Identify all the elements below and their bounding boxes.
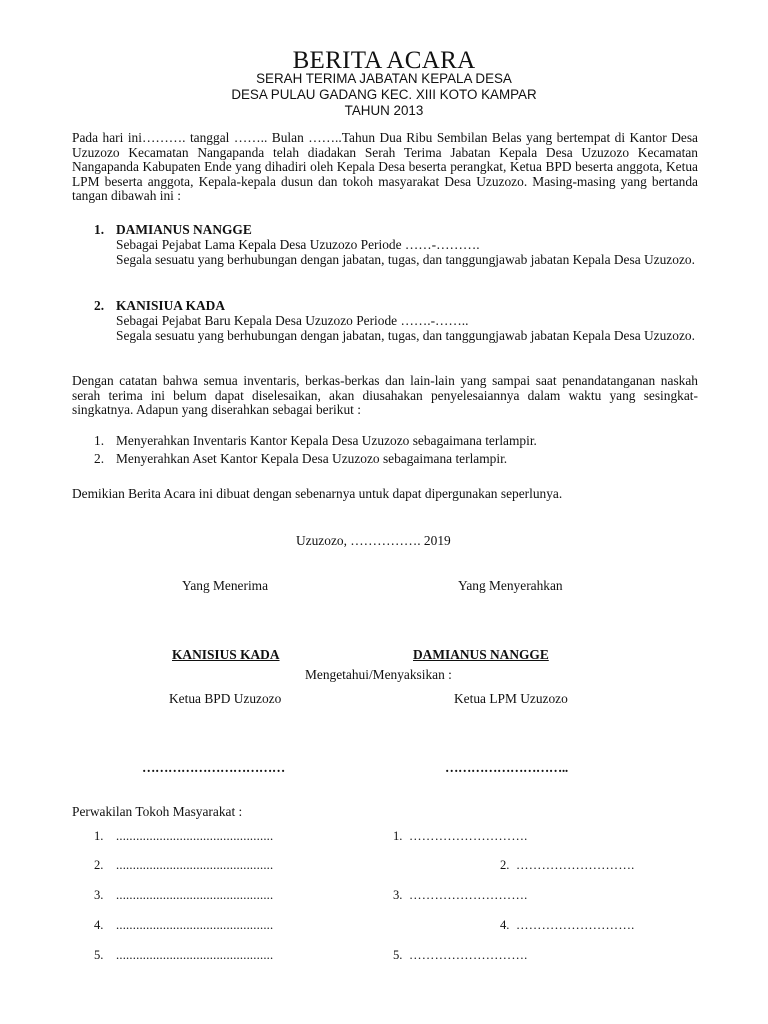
handover-number: 2. (94, 451, 105, 466)
signature-dots: ………………………. (409, 888, 528, 902)
row-number: 3. (393, 888, 403, 902)
party-role: Sebagai Pejabat Lama Kepala Desa Uzuzozo Periode ……-………. (116, 237, 480, 252)
signature-dots: ............................................... (116, 888, 274, 902)
row-number: 2. (500, 858, 510, 872)
receiver-label: Yang Menerima (182, 578, 269, 593)
closing-paragraph: Demikian Berita Acara ini dibuat dengan sebenarnya untuk dapat dipergunakan seperlunya. (72, 486, 563, 501)
community-row-right (393, 888, 528, 903)
community-row-left (94, 858, 273, 873)
document-subtitle: SERAH TERIMA JABATAN KEPALA DESA (256, 71, 512, 86)
party-name: KANISIUA KADA (116, 298, 226, 313)
handover-number: 1. (94, 433, 105, 448)
signature-dots: ............................................... (116, 829, 274, 843)
community-row-right (393, 829, 528, 844)
handover-label: Yang Menyerahkan (458, 578, 563, 593)
place-date: Uzuzozo, ……………. 2019 (296, 533, 451, 548)
bpd-signature-line: …………………………… (142, 760, 285, 775)
party-details (116, 238, 698, 267)
signature-dots: ............................................... (116, 948, 274, 962)
row-number: 3. (94, 888, 104, 902)
community-row-right (500, 858, 635, 873)
row-number: 5. (94, 948, 104, 962)
row-number: 4. (94, 918, 104, 932)
party-role: Sebagai Pejabat Baru Kepala Desa Uzuzozo Periode …….-…….. (116, 313, 469, 328)
lpm-signature-line: ……………………….. (445, 760, 568, 775)
community-row-left (94, 829, 273, 844)
signature-dots: ............................................... (116, 918, 274, 932)
party-number: 2. (94, 298, 105, 313)
document-subtitle-village: DESA PULAU GADANG KEC. XIII KOTO KAMPAR (231, 87, 537, 102)
row-number: 4. (500, 918, 510, 932)
witness-label: Mengetahui/Menyaksikan : (305, 667, 452, 682)
community-row-left (94, 918, 273, 933)
community-row-left (94, 888, 273, 903)
lpm-chair-label: Ketua LPM Uzuzozo (454, 691, 568, 706)
note-paragraph: Dengan catatan bahwa semua inventaris, berkas-berkas dan lain-lain yang sampai saat penandatanganan naskah serah terima ini belum dapat diselesaikan, akan diusahakan penyelesaiannya dalam waktu yang sesingkat-singkatnya. Adapun yang diserahkan sebagai berikut : (72, 373, 698, 418)
handover-text: Menyerahkan Aset Kantor Kepala Desa Uzuzozo sebagaimana terlampir. (116, 451, 508, 466)
community-row-right (393, 948, 528, 963)
signature-dots: ............................................... (116, 858, 274, 872)
signature-dots: ………………………. (516, 858, 635, 872)
receiver-name: KANISIUS KADA (172, 647, 280, 662)
signature-dots: ………………………. (516, 918, 635, 932)
row-number: 1. (393, 829, 403, 843)
document-title: BERITA ACARA (292, 47, 476, 74)
row-number: 5. (393, 948, 403, 962)
signature-dots: ………………………. (409, 948, 528, 962)
row-number: 2. (94, 858, 104, 872)
row-number: 1. (94, 829, 104, 843)
intro-paragraph: Pada hari ini………. tanggal …….. Bulan ……..Tahun Dua Ribu Sembilan Belas yang bertempat di Kantor Desa Uzuzozo Kecamatan Nangapanda telah diadakan Serah Terima Jabatan Kepala Desa Uzuzozo Kecamatan Nangapanda Kabupaten Ende yang dihadiri oleh Kepala Desa beserta perangkat, Ketua BPD beserta anggota, Ketua LPM beserta anggota, Kepala-kepala dusun dan tokoh masyarakat Desa Uzuzozo. Masing-masing yang bertanda tangan dibawah ini : (72, 130, 698, 204)
document-subtitle-year: TAHUN 2013 (344, 103, 424, 118)
handover-name: DAMIANUS NANGGE (413, 647, 549, 662)
community-row-right (500, 918, 635, 933)
party-details (116, 314, 698, 343)
signature-dots: ………………………. (409, 829, 528, 843)
party-number: 1. (94, 222, 105, 237)
community-row-left (94, 948, 273, 963)
party-duty: Segala sesuatu yang berhubungan dengan jabatan, tugas, dan tanggungjawab jabatan Kepala Desa Uzuzozo. (116, 327, 695, 343)
handover-text: Menyerahkan Inventaris Kantor Kepala Desa Uzuzozo sebagaimana terlampir. (116, 433, 537, 448)
party-name: DAMIANUS NANGGE (116, 222, 252, 237)
bpd-chair-label: Ketua BPD Uzuzozo (169, 691, 282, 706)
community-label: Perwakilan Tokoh Masyarakat : (72, 804, 243, 819)
party-duty: Segala sesuatu yang berhubungan dengan jabatan, tugas, dan tanggungjawab jabatan Kepala Desa Uzuzozo. (116, 251, 695, 267)
